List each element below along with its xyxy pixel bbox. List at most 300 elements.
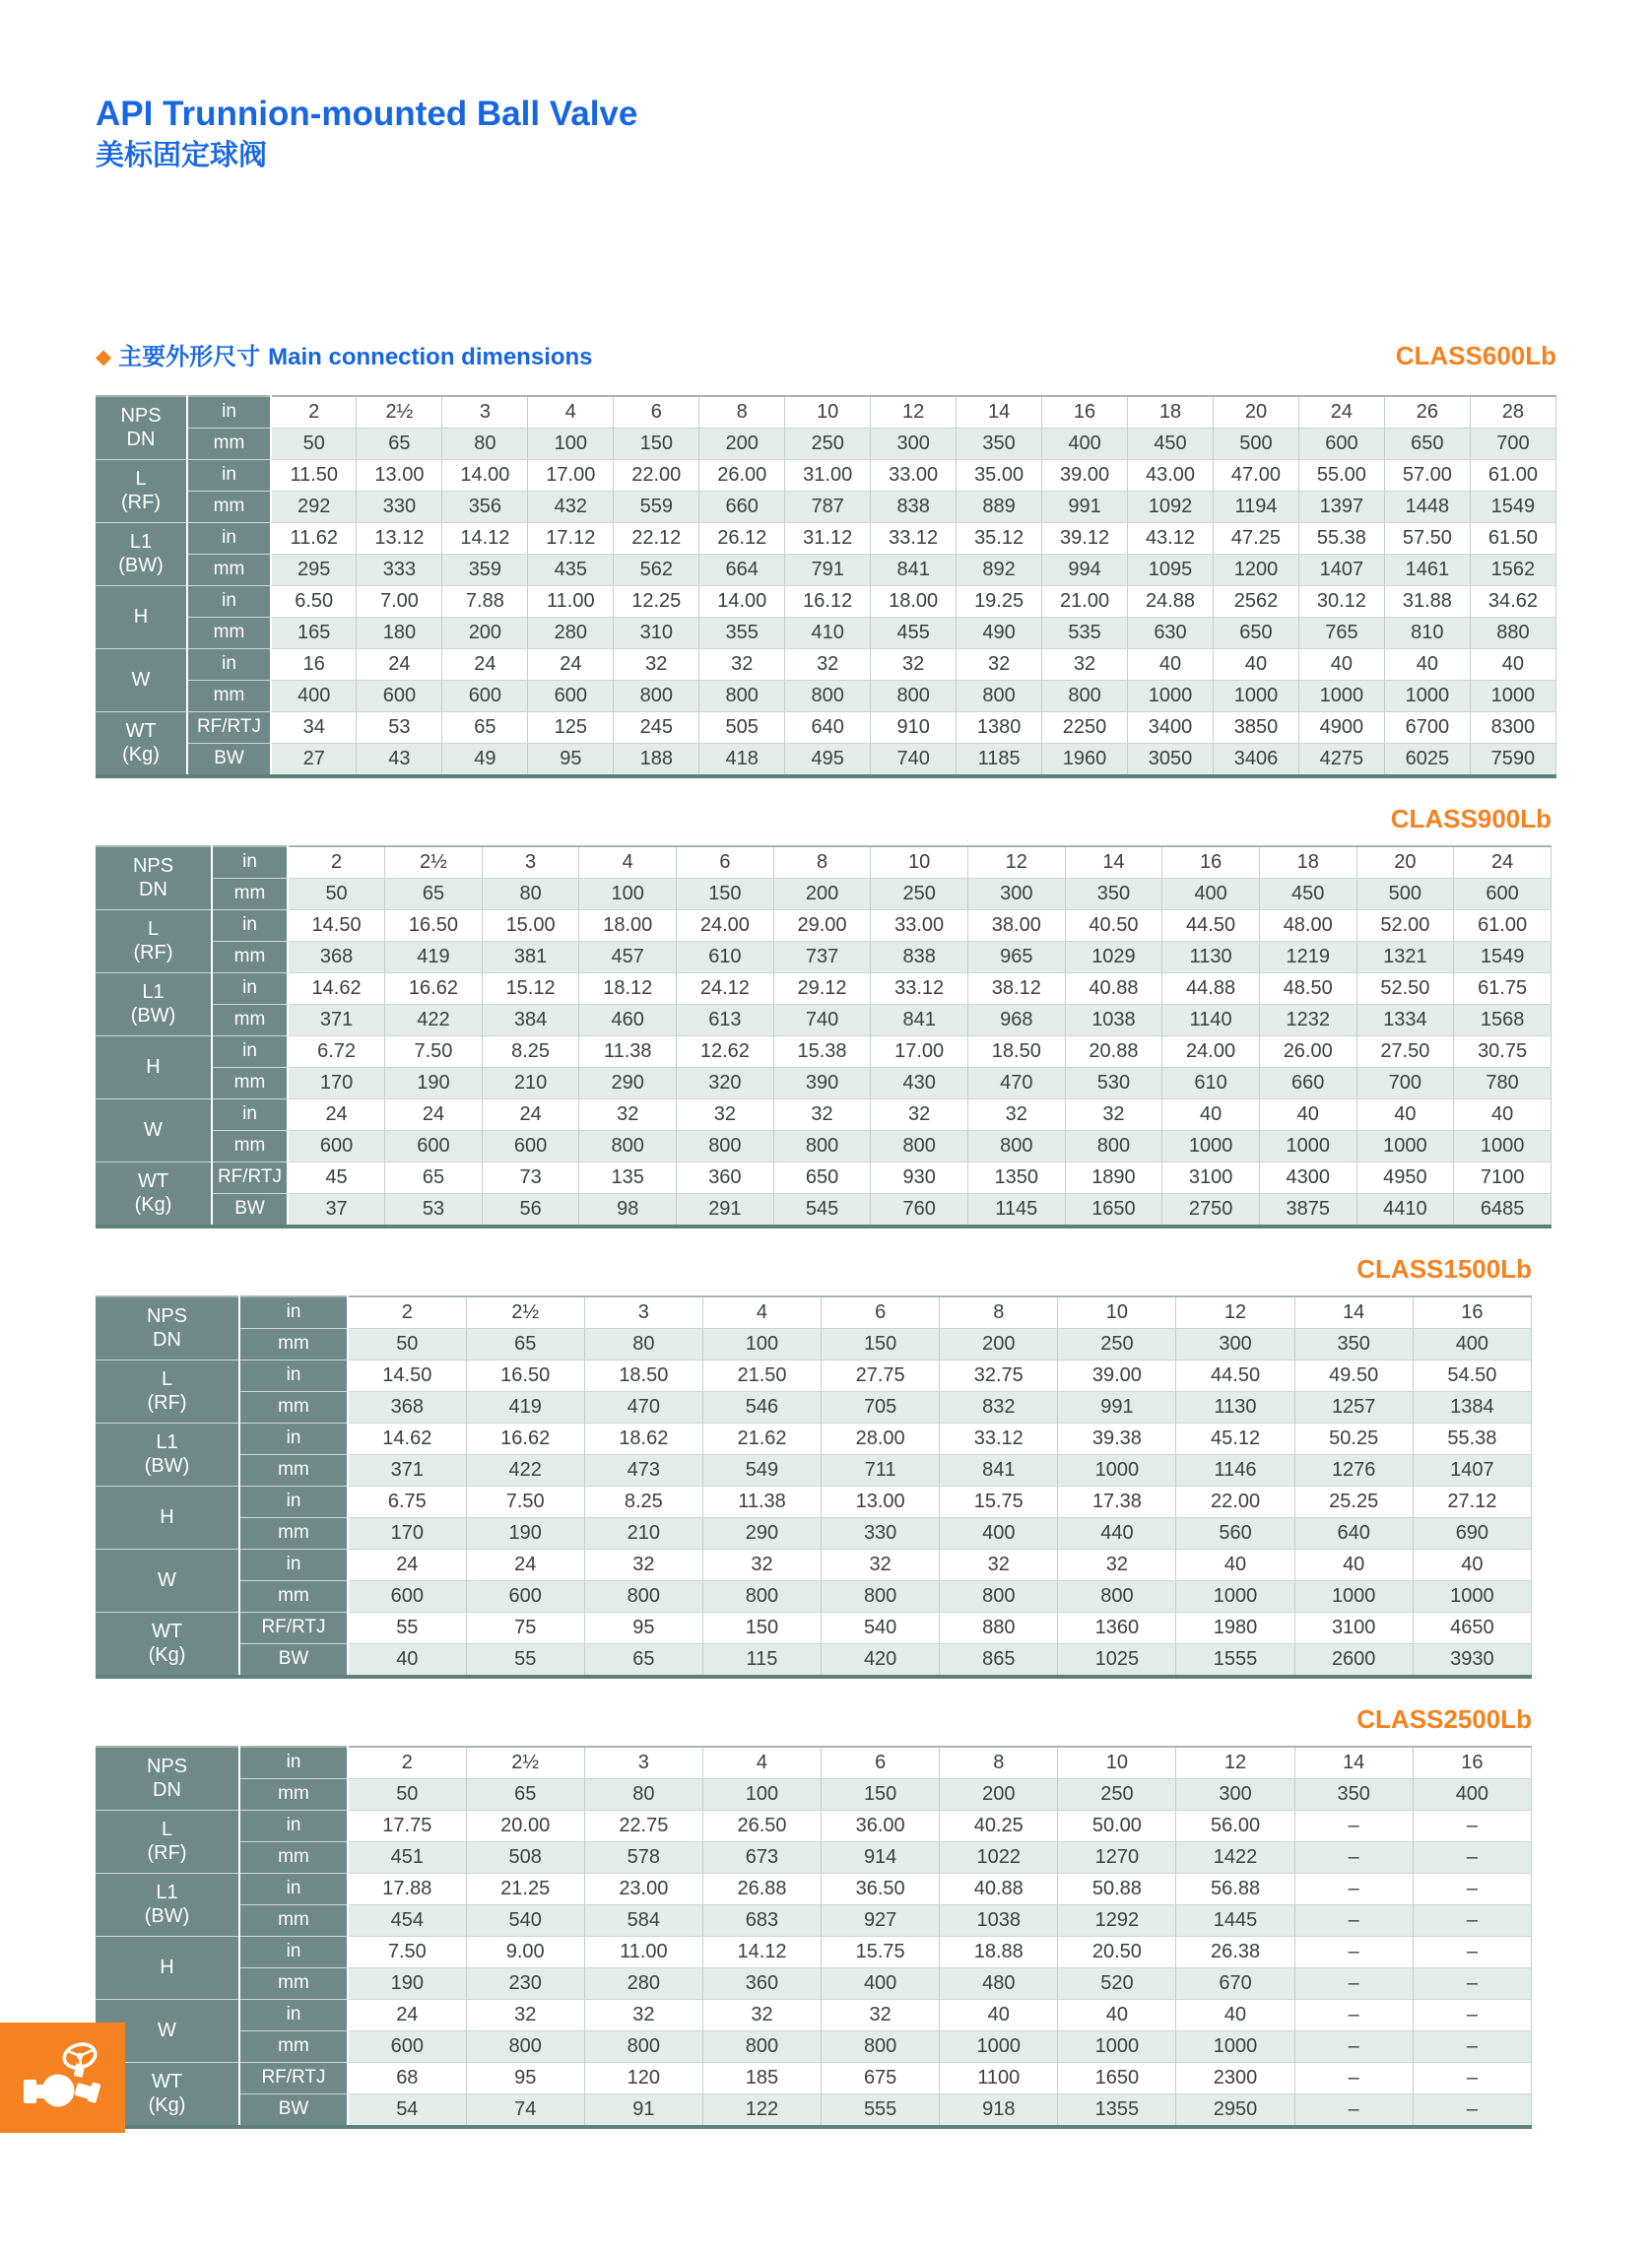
table-row <box>96 491 1556 522</box>
row-label-cell: NPS DN <box>96 846 212 910</box>
value-cell: 17.88 <box>348 1873 466 1904</box>
value-cell: 8.25 <box>482 1035 579 1067</box>
value-cell: 40.50 <box>1065 909 1162 941</box>
value-cell: 1360 <box>1058 1612 1176 1643</box>
table-row <box>96 2093 1532 2127</box>
table-row <box>96 1999 1532 2030</box>
value-cell: 95 <box>528 743 614 776</box>
value-cell: 39.38 <box>1058 1423 1176 1454</box>
value-cell: 14.62 <box>288 972 385 1004</box>
value-cell: 3850 <box>1213 711 1298 743</box>
unit-cell: in <box>187 585 271 617</box>
value-cell: 26.00 <box>699 459 785 491</box>
value-cell: 200 <box>699 428 785 459</box>
value-cell: 355 <box>699 617 785 648</box>
value-cell: 32.75 <box>940 1360 1058 1391</box>
unit-cell: in <box>187 522 271 554</box>
value-cell: 670 <box>1176 1967 1294 1999</box>
class-label-2500: CLASS2500Lb <box>1356 1703 1532 1734</box>
value-cell: 11.00 <box>528 585 614 617</box>
value-cell: 21.50 <box>702 1360 821 1391</box>
class-label-900: CLASS900Lb <box>1390 803 1552 833</box>
table-row <box>96 617 1556 648</box>
value-cell: 1130 <box>1176 1391 1294 1423</box>
value-cell: 1890 <box>1065 1162 1162 1193</box>
value-cell: 27.75 <box>822 1360 940 1391</box>
value-cell: 12 <box>1176 1296 1294 1329</box>
value-cell: 43.12 <box>1128 522 1214 554</box>
table-row <box>96 1067 1552 1098</box>
value-cell: 400 <box>1042 428 1128 459</box>
value-cell: 11.38 <box>579 1035 677 1067</box>
value-cell: – <box>1413 2062 1531 2093</box>
value-cell: 14 <box>1294 1747 1413 1779</box>
value-cell: 38.12 <box>967 972 1065 1004</box>
table-row <box>96 1162 1552 1193</box>
value-cell: 787 <box>785 491 871 522</box>
value-cell: 40 <box>1470 648 1555 680</box>
value-cell: 791 <box>785 554 871 585</box>
table-row <box>96 1035 1552 1067</box>
value-cell: 673 <box>702 1841 821 1873</box>
value-cell: 535 <box>1042 617 1128 648</box>
value-cell: 3930 <box>1413 1643 1531 1677</box>
value-cell: 65 <box>584 1643 702 1677</box>
value-cell: 30.12 <box>1298 585 1384 617</box>
row-label-cell: W <box>96 648 187 711</box>
unit-cell: in <box>187 648 271 680</box>
value-cell: 50.00 <box>1058 1810 1176 1841</box>
value-cell: 737 <box>773 941 871 972</box>
value-cell: 120 <box>584 2062 702 2093</box>
value-cell: 125 <box>528 711 614 743</box>
value-cell: 600 <box>1454 878 1552 909</box>
value-cell: 2½ <box>466 1296 584 1329</box>
unit-cell: mm <box>239 1391 348 1423</box>
value-cell: 40 <box>1384 648 1470 680</box>
table-row <box>96 941 1552 972</box>
section-heading-zh: 主要外形尺寸 <box>118 343 261 370</box>
table-row <box>96 1391 1532 1423</box>
value-cell: 32 <box>579 1098 677 1130</box>
value-cell: 1980 <box>1176 1612 1294 1643</box>
value-cell: 18 <box>1128 396 1214 429</box>
value-cell: 230 <box>466 1967 584 1999</box>
value-cell: 1422 <box>1176 1841 1294 1873</box>
value-cell: 1407 <box>1413 1454 1531 1486</box>
value-cell: 2½ <box>357 396 442 429</box>
value-cell: 600 <box>357 680 442 711</box>
value-cell: 40 <box>1058 1999 1176 2030</box>
value-cell: 1130 <box>1162 941 1260 972</box>
value-cell: 3 <box>584 1747 702 1779</box>
table-row <box>96 1004 1552 1035</box>
value-cell: 200 <box>940 1778 1058 1810</box>
value-cell: 800 <box>785 680 871 711</box>
value-cell: 16 <box>271 648 357 680</box>
value-cell: 295 <box>271 554 357 585</box>
value-cell: 800 <box>773 1130 871 1162</box>
value-cell: 1194 <box>1213 491 1298 522</box>
table-row <box>96 1904 1532 1936</box>
value-cell: 4 <box>702 1747 821 1779</box>
value-cell: 32 <box>702 1549 821 1580</box>
dimensions-table <box>96 1746 1532 2129</box>
value-cell: 20.88 <box>1065 1035 1162 1067</box>
value-cell: 48.00 <box>1259 909 1356 941</box>
table-row <box>96 743 1556 776</box>
value-cell: 918 <box>940 2093 1058 2127</box>
table-row <box>96 1841 1532 1873</box>
table-row <box>96 1296 1532 1329</box>
value-cell: 24 <box>357 648 442 680</box>
value-cell: 1549 <box>1470 491 1555 522</box>
value-cell: 54.50 <box>1413 1360 1531 1391</box>
value-cell: 18.62 <box>584 1423 702 1454</box>
row-label-cell: L (RF) <box>96 459 187 522</box>
value-cell: 800 <box>677 1130 774 1162</box>
value-cell: 33.12 <box>940 1423 1058 1454</box>
unit-cell: mm <box>239 1454 348 1486</box>
value-cell: 600 <box>482 1130 579 1162</box>
value-cell: 26.38 <box>1176 1936 1294 1967</box>
value-cell: 6025 <box>1384 743 1470 776</box>
value-cell: 188 <box>614 743 699 776</box>
value-cell: 16 <box>1413 1296 1531 1329</box>
value-cell: 65 <box>466 1778 584 1810</box>
class-label-600: CLASS600Lb <box>1395 340 1556 370</box>
value-cell: 927 <box>822 1904 940 1936</box>
value-cell: 470 <box>584 1391 702 1423</box>
value-cell: 22.12 <box>614 522 699 554</box>
value-cell: 55 <box>466 1643 584 1677</box>
value-cell: 1350 <box>967 1162 1065 1193</box>
value-cell: 29.12 <box>773 972 871 1004</box>
value-cell: 1562 <box>1470 554 1555 585</box>
value-cell: 454 <box>348 1904 466 1936</box>
value-cell: – <box>1413 1810 1531 1841</box>
diamond-bullet-icon: ◆ <box>96 345 112 368</box>
value-cell: 1555 <box>1176 1643 1294 1677</box>
unit-cell: in <box>239 1296 348 1329</box>
unit-cell: BW <box>239 2093 348 2127</box>
value-cell: 33.12 <box>871 522 957 554</box>
value-cell: 31.12 <box>785 522 871 554</box>
section-heading <box>118 337 592 371</box>
value-cell: 1276 <box>1294 1454 1413 1486</box>
value-cell: 1448 <box>1384 491 1470 522</box>
table-row <box>96 711 1556 743</box>
value-cell: 600 <box>528 680 614 711</box>
value-cell: 80 <box>584 1328 702 1360</box>
value-cell: 250 <box>1058 1778 1176 1810</box>
value-cell: 8300 <box>1470 711 1555 743</box>
value-cell: 838 <box>871 491 957 522</box>
value-cell: 32 <box>773 1098 871 1130</box>
value-cell: 37 <box>288 1193 385 1227</box>
value-cell: 1146 <box>1176 1454 1294 1486</box>
value-cell: 740 <box>871 743 957 776</box>
value-cell: 13.00 <box>357 459 442 491</box>
value-cell: 683 <box>702 1904 821 1936</box>
value-cell: 20 <box>1213 396 1298 429</box>
value-cell: – <box>1413 1999 1531 2030</box>
value-cell: – <box>1413 2093 1531 2127</box>
value-cell: 7.50 <box>385 1035 483 1067</box>
value-cell: 43.00 <box>1128 459 1214 491</box>
value-cell: 310 <box>614 617 699 648</box>
value-cell: 664 <box>699 554 785 585</box>
value-cell: 3 <box>482 846 579 879</box>
value-cell: 2250 <box>1042 711 1128 743</box>
page-subtitle-chinese: 美标固定球阀 <box>96 140 268 172</box>
unit-cell: mm <box>187 491 271 522</box>
table-row <box>96 1454 1532 1486</box>
value-cell: 50 <box>348 1778 466 1810</box>
page-content <box>96 0 1556 2129</box>
value-cell: 40 <box>348 1643 466 1677</box>
value-cell: 16 <box>1413 1747 1531 1779</box>
value-cell: 800 <box>1065 1130 1162 1162</box>
value-cell: 800 <box>871 680 957 711</box>
value-cell: 530 <box>1065 1067 1162 1098</box>
value-cell: 40 <box>1413 1549 1531 1580</box>
unit-cell: in <box>239 1549 348 1580</box>
unit-cell: in <box>187 459 271 491</box>
value-cell: 24 <box>1298 396 1384 429</box>
value-cell: 80 <box>482 878 579 909</box>
table-row <box>96 1810 1532 1841</box>
table-row <box>96 1193 1552 1227</box>
row-label-cell: L1 (BW) <box>96 1423 239 1486</box>
value-cell: 1000 <box>1470 680 1555 711</box>
value-cell: 640 <box>785 711 871 743</box>
unit-cell: in <box>239 1486 348 1517</box>
value-cell: 38.00 <box>967 909 1065 941</box>
value-cell: 800 <box>584 1580 702 1612</box>
value-cell: 44.88 <box>1162 972 1260 1004</box>
table-row <box>96 585 1556 617</box>
value-cell: 800 <box>822 2030 940 2062</box>
value-cell: 350 <box>1294 1778 1413 1810</box>
value-cell: 7590 <box>1470 743 1555 776</box>
value-cell: 98 <box>579 1193 677 1227</box>
value-cell: 12.25 <box>614 585 699 617</box>
value-cell: 32 <box>1065 1098 1162 1130</box>
value-cell: 381 <box>482 941 579 972</box>
value-cell: 4 <box>579 846 677 879</box>
row-label-cell: H <box>96 1936 239 1999</box>
unit-cell: mm <box>239 1328 348 1360</box>
value-cell: 115 <box>702 1643 821 1677</box>
value-cell: 21.62 <box>702 1423 821 1454</box>
value-cell: 32 <box>699 648 785 680</box>
value-cell: 371 <box>348 1454 466 1486</box>
value-cell: 18.00 <box>579 909 677 941</box>
row-label-cell: L1 (BW) <box>96 1873 239 1936</box>
value-cell: 40 <box>1454 1098 1552 1130</box>
value-cell: 32 <box>1058 1549 1176 1580</box>
value-cell: 55.38 <box>1298 522 1384 554</box>
table-row <box>96 1360 1532 1391</box>
unit-cell: RF/RTJ <box>212 1162 288 1193</box>
value-cell: 190 <box>385 1067 483 1098</box>
row-label-cell: L1 (BW) <box>96 522 187 585</box>
row-label-cell: NPS DN <box>96 1296 239 1361</box>
value-cell: 1145 <box>967 1193 1065 1227</box>
value-cell: 400 <box>822 1967 940 1999</box>
value-cell: 44.50 <box>1162 909 1260 941</box>
value-cell: 914 <box>822 1841 940 1873</box>
value-cell: 457 <box>579 941 677 972</box>
value-cell: 190 <box>348 1967 466 1999</box>
value-cell: 4275 <box>1298 743 1384 776</box>
value-cell: 48.50 <box>1259 972 1356 1004</box>
value-cell: 800 <box>822 1580 940 1612</box>
value-cell: 1270 <box>1058 1841 1176 1873</box>
value-cell: 150 <box>702 1612 821 1643</box>
unit-cell: mm <box>212 941 288 972</box>
value-cell: 660 <box>1259 1067 1356 1098</box>
value-cell: 1000 <box>1294 1580 1413 1612</box>
value-cell: 26.00 <box>1259 1035 1356 1067</box>
value-cell: 40 <box>1294 1549 1413 1580</box>
dimensions-table <box>96 395 1556 778</box>
value-cell: 16 <box>1042 396 1128 429</box>
table-row <box>96 1612 1532 1643</box>
value-cell: – <box>1413 1904 1531 1936</box>
value-cell: 8 <box>940 1747 1058 1779</box>
value-cell: 3100 <box>1162 1162 1260 1193</box>
value-cell: 24 <box>466 1549 584 1580</box>
value-cell: 185 <box>702 2062 821 2093</box>
value-cell: 650 <box>773 1162 871 1193</box>
value-cell: 1000 <box>1356 1130 1454 1162</box>
value-cell: 65 <box>385 878 483 909</box>
value-cell: – <box>1294 1967 1413 1999</box>
unit-cell: in <box>187 396 271 429</box>
value-cell: 27.12 <box>1413 1486 1531 1517</box>
unit-cell: RF/RTJ <box>187 711 271 743</box>
value-cell: 460 <box>579 1004 677 1035</box>
value-cell: 12.62 <box>677 1035 774 1067</box>
value-cell: 12 <box>871 396 957 429</box>
value-cell: 53 <box>385 1193 483 1227</box>
value-cell: 95 <box>584 1612 702 1643</box>
unit-cell: BW <box>239 1643 348 1677</box>
class2500-dimensions-table <box>96 1746 1532 2129</box>
value-cell: 11.62 <box>271 522 357 554</box>
value-cell: 451 <box>348 1841 466 1873</box>
value-cell: 1092 <box>1128 491 1214 522</box>
value-cell: 1000 <box>1384 680 1470 711</box>
table-row <box>96 428 1556 459</box>
unit-cell: RF/RTJ <box>239 2062 348 2093</box>
value-cell: 2600 <box>1294 1643 1413 1677</box>
page-title: API Trunnion-mounted Ball Valve <box>96 95 638 133</box>
value-cell: 300 <box>967 878 1065 909</box>
row-label-cell: L1 (BW) <box>96 972 212 1035</box>
class600-dimensions-table <box>96 395 1556 778</box>
unit-cell: in <box>239 1873 348 1904</box>
row-label-cell: W <box>96 1098 212 1162</box>
value-cell: 1000 <box>1128 680 1214 711</box>
value-cell: 360 <box>702 1967 821 1999</box>
value-cell: 40 <box>1213 648 1298 680</box>
table-row <box>96 1486 1532 1517</box>
value-cell: 7.00 <box>357 585 442 617</box>
value-cell: 40.88 <box>1065 972 1162 1004</box>
class-label-row <box>96 1704 1532 1735</box>
unit-cell: BW <box>212 1193 288 1227</box>
value-cell: 52.50 <box>1356 972 1454 1004</box>
table-row <box>96 972 1552 1004</box>
value-cell: 690 <box>1413 1517 1531 1549</box>
table-row <box>96 554 1556 585</box>
value-cell: 2½ <box>466 1747 584 1779</box>
unit-cell: mm <box>239 2030 348 2062</box>
value-cell: 250 <box>871 878 968 909</box>
value-cell: – <box>1413 1873 1531 1904</box>
class1500-section <box>96 1254 1532 1679</box>
value-cell: 50 <box>271 428 357 459</box>
row-label-cell: L (RF) <box>96 1360 239 1423</box>
value-cell: 300 <box>1176 1778 1294 1810</box>
value-cell: 765 <box>1298 617 1384 648</box>
value-cell: 930 <box>871 1162 968 1193</box>
value-cell: 660 <box>699 491 785 522</box>
value-cell: 700 <box>1356 1067 1454 1098</box>
value-cell: 2750 <box>1162 1193 1260 1227</box>
value-cell: 73 <box>482 1162 579 1193</box>
value-cell: 841 <box>940 1454 1058 1486</box>
unit-cell: in <box>239 1936 348 1967</box>
value-cell: 91 <box>584 2093 702 2127</box>
unit-cell: mm <box>212 1004 288 1035</box>
value-cell: 650 <box>1213 617 1298 648</box>
value-cell: 1000 <box>1298 680 1384 711</box>
table-row <box>96 1967 1532 1999</box>
value-cell: 292 <box>271 491 357 522</box>
value-cell: 17.75 <box>348 1810 466 1841</box>
section-heading-en: Main connection dimensions <box>268 343 593 370</box>
value-cell: 16.62 <box>385 972 483 1004</box>
value-cell: – <box>1294 1904 1413 1936</box>
value-cell: 32 <box>702 1999 821 2030</box>
value-cell: 965 <box>967 941 1065 972</box>
unit-cell: mm <box>239 1904 348 1936</box>
value-cell: 1025 <box>1058 1643 1176 1677</box>
value-cell: 24 <box>482 1098 579 1130</box>
value-cell: 505 <box>699 711 785 743</box>
value-cell: 40 <box>1298 648 1384 680</box>
value-cell: 2950 <box>1176 2093 1294 2127</box>
value-cell: 800 <box>699 680 785 711</box>
value-cell: 17.00 <box>871 1035 968 1067</box>
value-cell: 29.00 <box>773 909 871 941</box>
value-cell: 18.12 <box>579 972 677 1004</box>
value-cell: 675 <box>822 2062 940 2093</box>
unit-cell: in <box>239 1747 348 1779</box>
value-cell: 40 <box>1176 1549 1294 1580</box>
value-cell: 35.12 <box>957 522 1042 554</box>
unit-cell: mm <box>239 1580 348 1612</box>
value-cell: 368 <box>348 1391 466 1423</box>
value-cell: 8 <box>940 1296 1058 1329</box>
row-label-cell: WT (Kg) <box>96 2062 239 2127</box>
value-cell: 3875 <box>1259 1193 1356 1227</box>
value-cell: 419 <box>385 941 483 972</box>
